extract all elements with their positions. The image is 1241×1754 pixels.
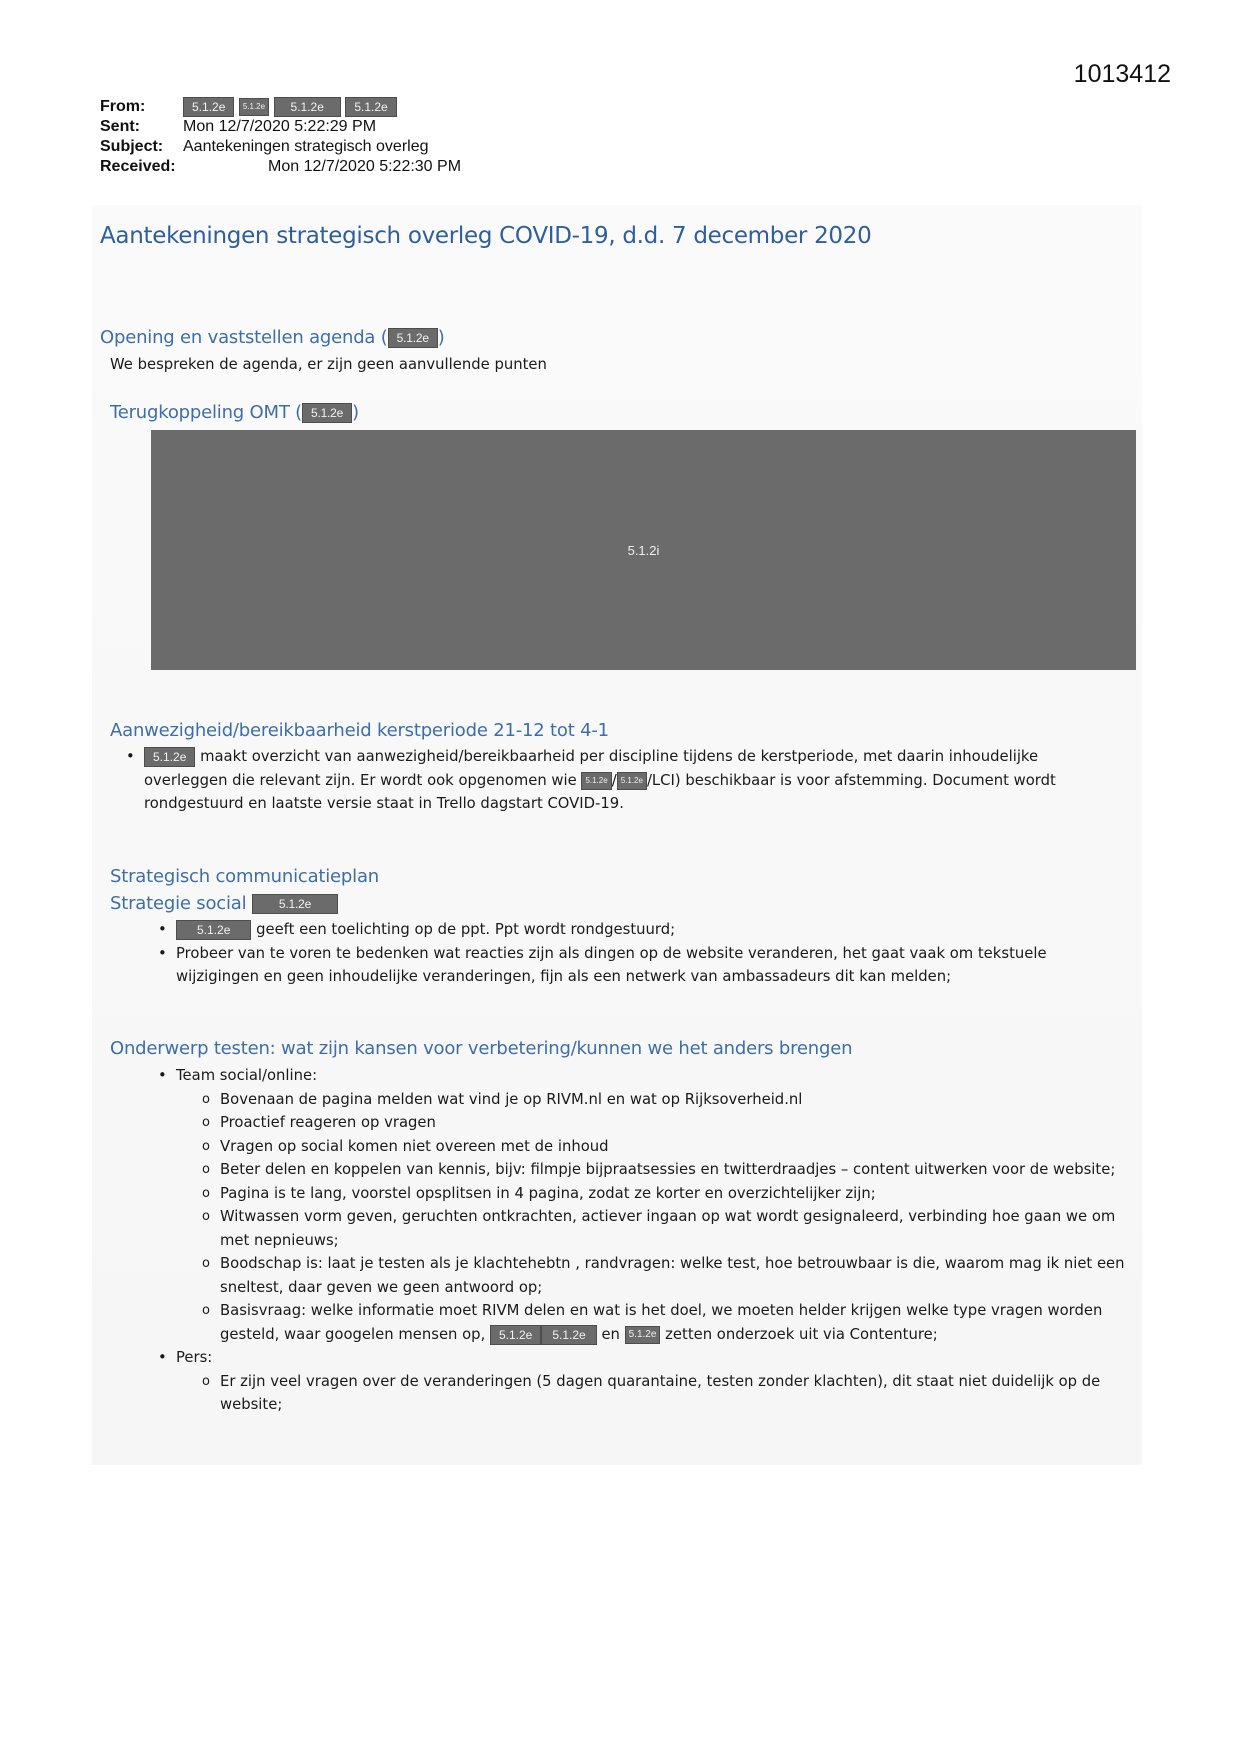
opening-heading xyxy=(100,327,445,348)
block-redaction: 5.1.2i xyxy=(151,430,1136,670)
sub-list-item: o Witwassen vorm geven, geruchten ontkrachten, actiever ingaan op wat wordt gesignaleerd, verbinding hoe gaan we om met nepnieuws; xyxy=(202,1205,1126,1252)
sub-list-item: o Vragen op social komen niet overeen met de inhoud xyxy=(202,1135,1126,1159)
sub-list-item: o Er zijn veel vragen over de veranderingen (5 dagen quarantaine, testen zonder klachten), dit staat niet duidelijk op de website; xyxy=(202,1370,1126,1417)
redaction: 5.1.2e xyxy=(302,403,352,423)
redaction: 5.1.2e xyxy=(388,328,438,348)
received-label: Received: xyxy=(100,158,176,175)
opening-heading-text: Opening en vaststellen agenda ( xyxy=(100,327,388,348)
redaction: 5.1.2e xyxy=(239,98,269,116)
sub-list-item: o Proactief reageren op vragen xyxy=(202,1111,1126,1135)
from-label: From: xyxy=(100,98,146,115)
basisvraag-text-1: Basisvraag: welke informatie moet RIVM delen en wat is het doel, we moeten helder krijgen welke type vragen worden gesteld, waar googelen mensen op, xyxy=(220,1302,1103,1343)
sub-list-item: o Pagina is te lang, voorstel opsplitsen in 4 pagina, zodat ze korter en overzichtelijker zijn; xyxy=(202,1182,1126,1206)
list-item xyxy=(158,1346,1126,1417)
sent-label: Sent: xyxy=(100,118,140,135)
list-item xyxy=(158,918,1116,942)
list-item: • Probeer van te voren te bedenken wat reacties zijn als dingen op de website veranderen, het gaat vaak om tekstuele wijzigingen en geen inhoudelijke veranderingen, fijn als een netwerk van ambassadeurs dit kan melden; xyxy=(158,942,1116,989)
strategy-social-heading-text: Strategie social xyxy=(110,893,247,914)
from-value xyxy=(183,97,397,117)
list-item xyxy=(126,745,1116,816)
received-value: Mon 12/7/2020 5:22:30 PM xyxy=(268,158,462,175)
sent-value: Mon 12/7/2020 5:22:29 PM xyxy=(183,118,377,135)
sub-list-item: o Boodschap is: laat je testen als je klachtehebtn , randvragen: welke test, hoe betrouwbaar is die, waarom mag ik niet een sneltest, daar geven we geen antwoord op; xyxy=(202,1252,1126,1299)
list-item xyxy=(158,1064,1126,1346)
omt-heading xyxy=(110,402,359,423)
comm-item-1-text: geeft een toelichting op de ppt. Ppt wordt rondgestuurd; xyxy=(251,921,676,938)
basisvraag-text-2: zetten onderzoek uit via Contenture; xyxy=(660,1325,938,1343)
comm-list xyxy=(158,918,1116,989)
redaction: 5.1.2e xyxy=(617,772,647,790)
sub-list-item: o Beter delen en koppelen van kennis, bijv: filmpje bijpraatsessies en twitterdraadjes – content uitwerken voor de website; xyxy=(202,1158,1126,1182)
document-number: 1013412 xyxy=(1073,60,1171,88)
team-label: Team social/online: xyxy=(176,1067,318,1084)
sub-list-item: o Bovenaan de pagina melden wat vind je op RIVM.nl en wat op Rijksoverheid.nl xyxy=(202,1088,1126,1112)
aanwezigheid-item xyxy=(126,745,1116,816)
redaction: 5.1.2e xyxy=(176,920,251,940)
redaction: 5.1.2e xyxy=(490,1325,541,1345)
subject-value: Aantekeningen strategisch overleg xyxy=(183,138,429,155)
opening-heading-close: ) xyxy=(437,327,445,348)
omt-heading-close: ) xyxy=(352,402,359,423)
basisvraag-mid: en xyxy=(596,1325,625,1343)
omt-heading-text: Terugkoppeling OMT ( xyxy=(110,402,302,423)
aanwezigheid-text-2: /LCI) beschikbaar is voor afstemming. Document wordt rondgestuurd en laatste versie staat in Trello dagstart COVID-19. xyxy=(144,771,1056,812)
testen-list xyxy=(158,1064,1126,1417)
sub-list-item xyxy=(202,1299,1126,1346)
redaction: 5.1.2e xyxy=(144,747,195,767)
testen-heading: Onderwerp testen: wat zijn kansen voor verbetering/kunnen we het anders brengen xyxy=(110,1038,853,1059)
strategy-social-heading xyxy=(110,893,338,914)
document-title: Aantekeningen strategisch overleg COVID-19, d.d. 7 december 2020 xyxy=(100,223,872,249)
pers-label: Pers: xyxy=(176,1349,213,1366)
opening-text: We bespreken de agenda, er zijn geen aanvullende punten xyxy=(110,356,547,373)
redaction: 5.1.2e xyxy=(541,1325,596,1345)
redaction: 5.1.2e xyxy=(625,1326,661,1344)
redaction: 5.1.2e xyxy=(274,97,341,117)
redaction: 5.1.2e xyxy=(183,97,234,117)
redaction: 5.1.2e xyxy=(345,97,396,117)
aanwezigheid-heading: Aanwezigheid/bereikbaarheid kerstperiode 21-12 tot 4-1 xyxy=(110,720,609,741)
redaction: 5.1.2e xyxy=(581,772,611,790)
redaction: 5.1.2e xyxy=(252,894,338,914)
aanwezigheid-separator: / xyxy=(611,771,617,789)
aanwezigheid-text-1: maakt overzicht van aanwezigheid/bereikbaarheid per discipline tijdens de kerstperiode, met daarin inhoudelijke overleggen die relevant zijn. Er wordt ook opgenomen wie xyxy=(144,748,1039,789)
subject-label: Subject: xyxy=(100,138,164,155)
comm-heading: Strategisch communicatieplan xyxy=(110,866,379,887)
